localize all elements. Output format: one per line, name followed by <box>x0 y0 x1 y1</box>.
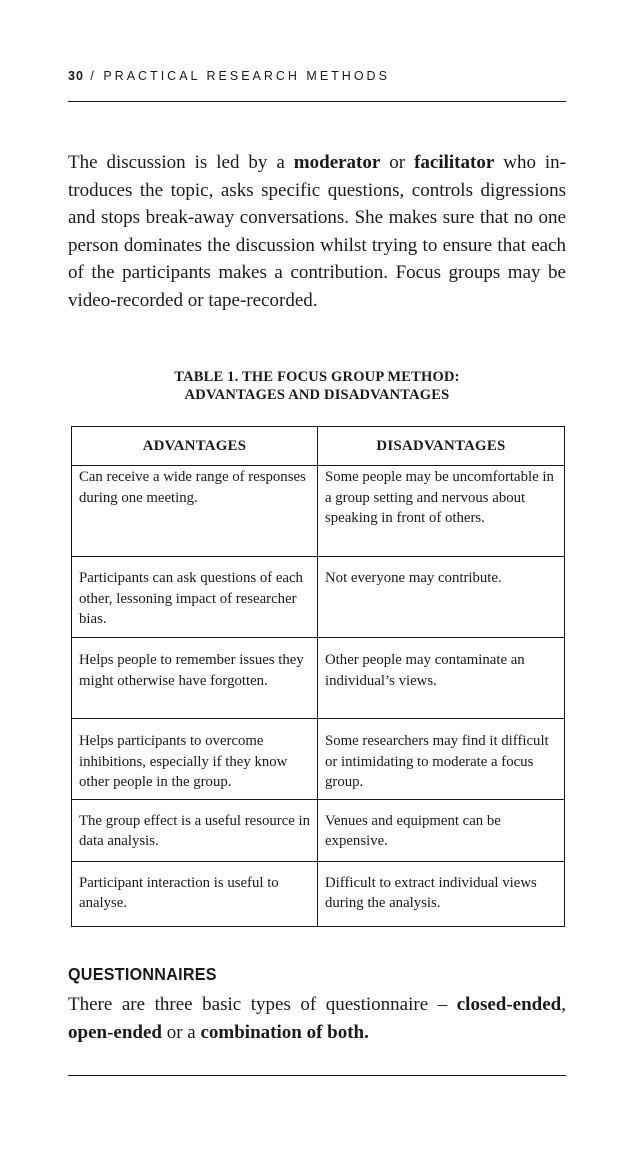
table-caption <box>68 368 566 404</box>
q-text-3: or a <box>161 1021 201 1043</box>
running-head-separator: / <box>83 69 104 83</box>
intro-text-2: or <box>380 152 415 173</box>
footer-rule <box>68 1075 566 1076</box>
section-heading-questionnaires: QUESTIONNAIRES <box>68 964 217 984</box>
intro-paragraph <box>68 149 566 314</box>
advantage-cell: Can receive a wide range of responses during one meeting. <box>72 466 318 557</box>
disadvantage-cell: Some researchers may find it difficult or intimidating to moderate a focus group. <box>318 719 565 800</box>
disadvantage-cell: Venues and equipment can be expensive. <box>318 799 565 861</box>
disadvantage-cell: Some people may be uncomfortable in a group setting and nervous about speaking in front of others. <box>318 466 565 557</box>
advantage-cell: Participants can ask questions of each other, lessoning impact of researcher bias. <box>72 557 318 638</box>
term-closed-ended: closed-ended <box>456 994 562 1015</box>
intro-text-3: who introduces the topic, asks specific questions, controls digressions and stops break-away conversations. She makes sure that no one person dominates the discussion whilst trying to ensure that each of the participants makes a contribution. Focus groups may be video-recorded or tape-recorded. <box>68 152 567 311</box>
questionnaires-paragraph <box>68 991 566 1046</box>
advantage-cell: Participant interaction is useful to analyse. <box>72 861 318 926</box>
term-facilitator: facilitator <box>414 152 495 173</box>
table-header-row <box>72 427 565 466</box>
disadvantage-cell: Difficult to extract individual views during the analysis. <box>318 861 565 926</box>
table-row <box>72 638 565 719</box>
header-advantages: ADVANTAGES <box>72 427 318 466</box>
table-caption-line-1: TABLE 1. THE FOCUS GROUP METHOD: <box>174 369 460 385</box>
advantage-cell: The group effect is a useful resource in data analysis. <box>72 799 318 861</box>
header-rule <box>68 101 566 102</box>
table-caption-line-2: ADVANTAGES AND DISADVANTAGES <box>184 387 450 403</box>
term-combination: combination of both. <box>200 1021 369 1043</box>
table-row <box>72 861 565 926</box>
running-head <box>68 69 390 83</box>
page-number: 30 <box>68 69 84 83</box>
table-row <box>72 466 565 557</box>
table-row <box>72 799 565 861</box>
table-row <box>72 557 565 638</box>
book-title: PRACTICAL RESEARCH METHODS <box>103 69 390 83</box>
q-text-1: There are three basic types of questionnaire – <box>68 994 457 1015</box>
header-disadvantages: DISADVANTAGES <box>318 427 565 466</box>
term-open-ended: open-ended <box>68 1021 162 1043</box>
advantage-cell: Helps participants to overcome inhibitions, especially if they know other people in the group. <box>72 719 318 800</box>
focus-group-table <box>71 426 565 927</box>
disadvantage-cell: Not everyone may contribute. <box>318 557 565 638</box>
disadvantage-cell: Other people may contaminate an individual’s views. <box>318 638 565 719</box>
advantage-cell: Helps people to remember issues they might otherwise have forgotten. <box>72 638 318 719</box>
q-text-2: , <box>561 994 566 1015</box>
table-row <box>72 719 565 800</box>
intro-text-1: The discussion is led by a <box>68 152 294 173</box>
term-moderator: moderator <box>293 152 381 173</box>
